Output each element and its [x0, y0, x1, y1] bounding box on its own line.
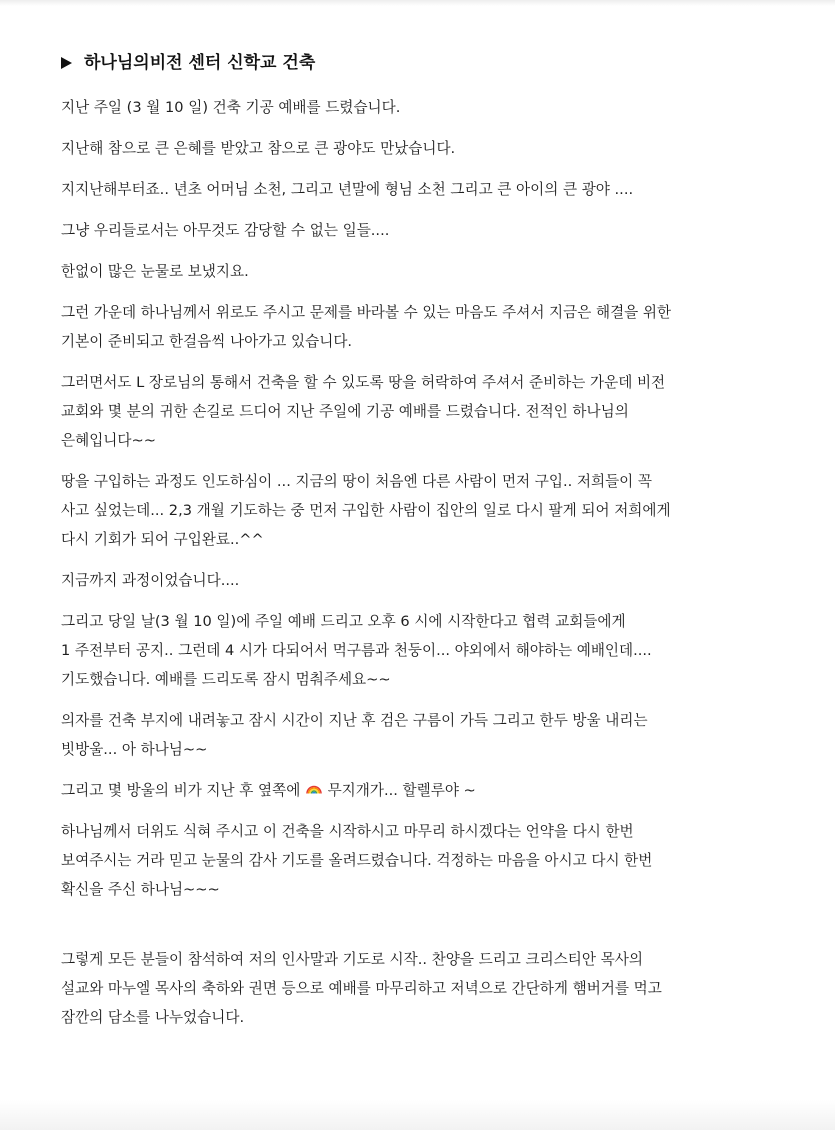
- paragraph-8: [61, 467, 781, 554]
- text-line: 지지난해부터죠.. 년초 어머님 소천, 그리고 년말에 형님 소천 그리고 큰 아이의 큰 광야 ....: [61, 181, 634, 198]
- text-line: 의자를 건축 부지에 내려놓고 잠시 시간이 지난 후 검은 구름이 가득 그리고 한두 방울 내리는: [61, 712, 648, 729]
- document-body: [61, 50, 781, 1044]
- text-line: 확신을 주신 하나님~~~: [61, 881, 220, 898]
- section-heading-text: 하나님의비전 센터 신학교 건축: [84, 53, 316, 73]
- text-line: 그리고 당일 날(3 월 10 일)에 주일 예배 드리고 오후 6 시에 시작한다고 협력 교회들에게: [61, 613, 626, 630]
- rainbow-emoji-icon: [306, 785, 322, 794]
- text-line: 설교와 마누엘 목사의 축하와 권면 등으로 예배를 마무리하고 저녁으로 간단하게 햄버거를 먹고: [61, 980, 662, 997]
- paragraph-5: [61, 257, 781, 286]
- text-line: 교회와 몇 분의 귀한 손길로 드디어 지난 주일에 기공 예배를 드렸습니다. 전적인 하나님의: [61, 403, 629, 420]
- text-line: 하나님께서 더위도 식혀 주시고 이 건축을 시작하시고 마무리 하시겠다는 언약을 다시 한번: [61, 823, 634, 840]
- paragraph-2: [61, 134, 781, 163]
- rainbow-line-before: 그리고 몇 방울의 비가 지난 후 옆쪽에: [61, 782, 305, 799]
- section-heading: [61, 50, 781, 76]
- text-line: 기본이 준비되고 한걸음씩 나아가고 있습니다.: [61, 333, 353, 350]
- blank-line: [61, 916, 781, 945]
- text-line: 그런 가운데 하나님께서 위로도 주시고 문제를 바라볼 수 있는 마음도 주셔서 지금은 해결을 위한: [61, 304, 672, 321]
- text-line: 다시 기회가 되어 구입완료..^^: [61, 531, 264, 548]
- paragraph-12: [61, 817, 781, 904]
- text-line: 잠깐의 담소를 나누었습니다.: [61, 1009, 245, 1026]
- paragraph-10: [61, 607, 781, 694]
- paragraph-7: [61, 368, 781, 455]
- rainbow-line-after: 무지개가... 할렐루야 ~: [327, 782, 476, 799]
- paragraph-6: [61, 298, 781, 356]
- text-line: 보여주시는 거라 믿고 눈물의 감사 기도를 올려드렸습니다. 걱정하는 마음을 아시고 다시 한번: [61, 852, 653, 869]
- text-line: 지난해 참으로 큰 은혜를 받았고 참으로 큰 광야도 만났습니다.: [61, 140, 456, 157]
- paragraph-3: [61, 175, 781, 204]
- text-line: 그렇게 모든 분들이 참석하여 저의 인사말과 기도로 시작.. 찬양을 드리고 크리스티안 목사의: [61, 951, 643, 968]
- text-line: 1 주전부터 공지.. 그런데 4 시가 다되어서 먹구름과 천둥이... 야외에서 해야하는 예배인데....: [61, 642, 652, 659]
- text-line: 기도했습니다. 예배를 드리도록 잠시 멈춰주세요~~: [61, 671, 391, 688]
- paragraph-13: [61, 945, 781, 1032]
- text-line: 은혜입니다~~: [61, 432, 156, 449]
- text-line: 사고 싶었는데... 2,3 개월 기도하는 중 먼저 구입한 사람이 집안의 일로 다시 팔게 되어 저희에게: [61, 502, 671, 519]
- paragraph-1: [61, 93, 781, 122]
- paragraph-rainbow: [61, 776, 781, 805]
- text-line: [61, 776, 781, 805]
- page-bottom-edge: [0, 1100, 835, 1130]
- text-line: 빗방울... 아 하나님~~: [61, 741, 208, 758]
- text-line: 지금까지 과정이었습니다....: [61, 572, 240, 589]
- triangle-bullet-icon: [61, 57, 72, 69]
- paragraph-9: [61, 566, 781, 595]
- paragraph-4: [61, 216, 781, 245]
- page-top-edge: [0, 0, 835, 6]
- text-line: 지난 주일 (3 월 10 일) 건축 기공 예배를 드렸습니다.: [61, 99, 401, 116]
- paragraph-11: [61, 706, 781, 764]
- text-line: 땅을 구입하는 과정도 인도하심이 ... 지금의 땅이 처음엔 다른 사람이 먼저 구입.. 저희들이 꼭: [61, 473, 653, 490]
- text-line: 그냥 우리들로서는 아무것도 감당할 수 없는 일들....: [61, 222, 390, 239]
- text-line: 한없이 많은 눈물로 보냈지요.: [61, 263, 249, 280]
- text-line: 그러면서도 L 장로님의 통해서 건축을 할 수 있도록 땅을 허락하여 주셔서 준비하는 가운데 비전: [61, 374, 666, 391]
